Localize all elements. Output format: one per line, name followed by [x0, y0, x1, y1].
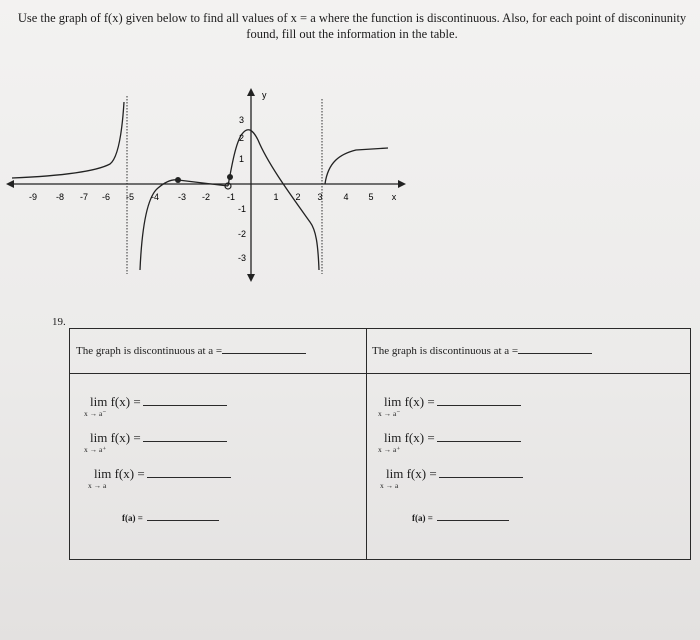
x-tick-label: 5	[368, 192, 374, 202]
x-tick-label: -1	[226, 192, 236, 202]
y-tick-label: 1	[238, 154, 244, 164]
header-left	[76, 345, 306, 357]
curve-left-branch	[12, 102, 124, 178]
function-value-right	[412, 513, 509, 523]
limit-left-minus	[84, 394, 227, 419]
limit-text: lim f(x) =	[90, 394, 141, 409]
header-right	[372, 345, 592, 357]
table-row-divider	[70, 373, 690, 374]
limit-subscript: x → a⁻	[378, 409, 401, 418]
y-tick-label: -1	[237, 204, 246, 214]
limit-text: lim f(x) =	[384, 430, 435, 445]
x-tick-label: 4	[343, 192, 349, 202]
x-axis-label: x	[391, 192, 397, 202]
question-number: 19.	[52, 316, 66, 328]
x-tick-label: -6	[101, 192, 111, 202]
y-axis-up-arrow	[247, 88, 255, 96]
table-column-divider	[366, 329, 367, 559]
instructions-text: Use the graph of f(x) given below to find all values of x = a where the function is discontinuous. Also, for each point of disconinunity found, fill out the information in the table.	[17, 11, 687, 41]
filled-point	[175, 177, 181, 183]
x-tick-label: -3	[177, 192, 187, 202]
y-tick-label: 2	[238, 133, 244, 143]
x-tick-label: -9	[28, 192, 38, 202]
header-right-blank[interactable]	[518, 353, 592, 354]
filled-point	[227, 174, 233, 180]
discontinuity-table	[69, 328, 691, 560]
limit-text: lim f(x) =	[94, 466, 145, 481]
function-graph	[0, 84, 420, 284]
limit-left-plus	[84, 430, 227, 455]
limit-right-plus	[378, 430, 521, 455]
y-tick-label: 3	[238, 115, 244, 125]
limit-subscript: x → a⁻	[84, 409, 107, 418]
limit-answer-blank[interactable]	[437, 441, 521, 442]
limit-answer-blank[interactable]	[143, 441, 227, 442]
limit-right-minus	[378, 394, 521, 419]
limit-answer-blank[interactable]	[143, 405, 227, 406]
x-tick-label: 1	[273, 192, 279, 202]
y-axis-label: y	[262, 90, 267, 100]
function-value-blank[interactable]	[147, 520, 219, 521]
curve-right-branch	[325, 148, 388, 184]
header-right-text: The graph is discontinuous at a =	[372, 345, 519, 357]
y-tick-label: -2	[237, 229, 246, 239]
y-tick-label: -3	[237, 253, 246, 263]
header-left-text: The graph is discontinuous at a =	[76, 345, 223, 357]
limit-text: lim f(x) =	[384, 394, 435, 409]
limit-subscript: x → a	[88, 481, 107, 490]
limit-subscript: x → a	[380, 481, 399, 490]
limit-right-two-sided	[380, 466, 523, 491]
x-tick-label: -5	[125, 192, 135, 202]
limit-answer-blank[interactable]	[439, 477, 523, 478]
x-axis-right-arrow	[398, 180, 406, 188]
x-tick-label: -4	[150, 192, 160, 202]
y-axis-down-arrow	[247, 274, 255, 282]
x-tick-label: -7	[79, 192, 89, 202]
header-left-blank[interactable]	[222, 353, 306, 354]
function-value-blank[interactable]	[437, 520, 509, 521]
function-value-text: f(a) =	[122, 513, 143, 523]
x-tick-label: -8	[55, 192, 65, 202]
x-axis-left-arrow	[6, 180, 14, 188]
function-value-text: f(a) =	[412, 513, 433, 523]
limit-subscript: x → a⁺	[84, 445, 107, 454]
function-value-left	[122, 513, 219, 523]
limit-answer-blank[interactable]	[147, 477, 231, 478]
limit-text: lim f(x) =	[90, 430, 141, 445]
limit-subscript: x → a⁺	[378, 445, 401, 454]
x-tick-label: 3	[317, 192, 323, 202]
limit-text: lim f(x) =	[386, 466, 437, 481]
x-tick-label: -2	[201, 192, 211, 202]
limit-answer-blank[interactable]	[437, 405, 521, 406]
x-tick-label: 2	[295, 192, 301, 202]
limit-left-two-sided	[88, 466, 231, 491]
